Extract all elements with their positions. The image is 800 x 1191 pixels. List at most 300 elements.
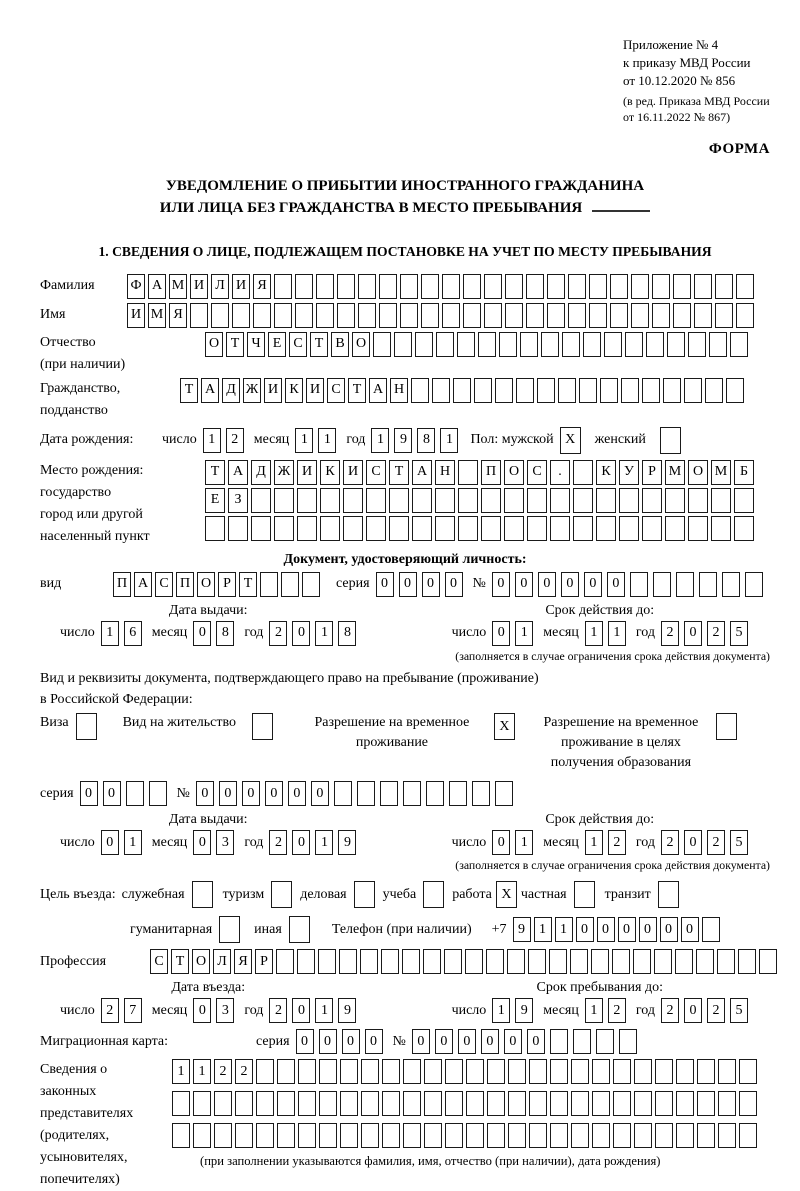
- purpose-private-checkbox-cell[interactable]: [574, 881, 595, 908]
- birth-place-row1-cell[interactable]: [573, 460, 593, 485]
- purpose-other-checkbox-cell[interactable]: [289, 916, 310, 943]
- residence-series-cells[interactable]: [80, 781, 167, 806]
- citizenship-cells-cell[interactable]: А: [201, 378, 219, 403]
- birth-place-row2-cell[interactable]: З: [228, 488, 248, 513]
- visa-checkbox[interactable]: [76, 713, 97, 740]
- citizenship-cells-cell[interactable]: Д: [222, 378, 240, 403]
- surname-cells-cell[interactable]: [652, 274, 670, 299]
- migration-number-cells-cell[interactable]: [573, 1029, 591, 1054]
- surname-cells-cell[interactable]: [736, 274, 754, 299]
- name-cells-cell[interactable]: [589, 303, 607, 328]
- residence-number-cells-cell[interactable]: [403, 781, 421, 806]
- citizenship-cells-cell[interactable]: [537, 378, 555, 403]
- patronymic-cells-cell[interactable]: Ч: [247, 332, 265, 357]
- name-cells-cell[interactable]: [400, 303, 418, 328]
- migration-number-cells-cell[interactable]: 0: [412, 1029, 430, 1054]
- citizenship-cells-cell[interactable]: [495, 378, 513, 403]
- citizenship-cells-cell[interactable]: [642, 378, 660, 403]
- migration-number-cells-cell[interactable]: 0: [527, 1029, 545, 1054]
- residence-series-cells-cell[interactable]: [149, 781, 167, 806]
- citizenship-cells-cell[interactable]: А: [369, 378, 387, 403]
- stay-month[interactable]: [585, 998, 626, 1023]
- purpose-transit-checkbox[interactable]: [658, 881, 679, 908]
- profession-cells-cell[interactable]: [444, 949, 462, 974]
- surname-cells-cell[interactable]: [568, 274, 586, 299]
- birth-place-row2-cell[interactable]: [527, 488, 547, 513]
- doc-type-cells-cell[interactable]: С: [155, 572, 173, 597]
- residence-issue-month[interactable]: [193, 830, 234, 855]
- phone-cells-cell[interactable]: 0: [639, 917, 657, 942]
- residence-number-cells-cell[interactable]: 0: [242, 781, 260, 806]
- name-cells-cell[interactable]: [442, 303, 460, 328]
- birth-place-row2-cell[interactable]: [343, 488, 363, 513]
- profession-cells-cell[interactable]: [381, 949, 399, 974]
- birth-place-row2-cell[interactable]: [550, 488, 570, 513]
- representatives-row2-cell[interactable]: [277, 1091, 295, 1116]
- residence-number-cells-cell[interactable]: [472, 781, 490, 806]
- name-cells-cell[interactable]: [190, 303, 208, 328]
- doc-type-cells-cell[interactable]: П: [176, 572, 194, 597]
- birth-place-row1-cell[interactable]: И: [343, 460, 363, 485]
- birth-place-row2-cell[interactable]: [596, 488, 616, 513]
- birth-place-row3-cell[interactable]: [343, 516, 363, 541]
- phone-cells-cell[interactable]: 1: [555, 917, 573, 942]
- residence-number-cells-cell[interactable]: [449, 781, 467, 806]
- residence-issue-day[interactable]: [101, 830, 142, 855]
- birth-place-row3-cell[interactable]: [734, 516, 754, 541]
- birth-place-row3-cell[interactable]: [251, 516, 271, 541]
- identity-issue-year-cell[interactable]: 0: [292, 621, 310, 646]
- profession-cells-cell[interactable]: [717, 949, 735, 974]
- surname-cells-cell[interactable]: [673, 274, 691, 299]
- migration-series-cells[interactable]: [296, 1029, 383, 1054]
- name-cells-cell[interactable]: [253, 303, 271, 328]
- residence-issue-month-cell[interactable]: 0: [193, 830, 211, 855]
- doc-number-cells-cell[interactable]: [630, 572, 648, 597]
- residence-number-cells-cell[interactable]: 0: [311, 781, 329, 806]
- profession-cells-cell[interactable]: Р: [255, 949, 273, 974]
- residence-number-cells-cell[interactable]: 0: [265, 781, 283, 806]
- profession-cells-cell[interactable]: [759, 949, 777, 974]
- migration-number-cells-cell[interactable]: 0: [458, 1029, 476, 1054]
- name-cells-cell[interactable]: [211, 303, 229, 328]
- residence-issue-year[interactable]: [269, 830, 356, 855]
- representatives-row2-cell[interactable]: [508, 1091, 526, 1116]
- surname-cells-cell[interactable]: [421, 274, 439, 299]
- profession-cells-cell[interactable]: [570, 949, 588, 974]
- patronymic-cells-cell[interactable]: Т: [226, 332, 244, 357]
- name-cells-cell[interactable]: [526, 303, 544, 328]
- representatives-row3-cell[interactable]: [172, 1123, 190, 1148]
- representatives-row3-cell[interactable]: [214, 1123, 232, 1148]
- residence-number-cells-cell[interactable]: [495, 781, 513, 806]
- residence-expiry-month[interactable]: [585, 830, 626, 855]
- stay-year-cell[interactable]: 2: [661, 998, 679, 1023]
- name-cells-cell[interactable]: [337, 303, 355, 328]
- citizenship-cells-cell[interactable]: Н: [390, 378, 408, 403]
- birth-place-row2-cell[interactable]: [688, 488, 708, 513]
- identity-expiry-day-cell[interactable]: 1: [515, 621, 533, 646]
- surname-cells-cell[interactable]: [379, 274, 397, 299]
- representatives-row2-cell[interactable]: [634, 1091, 652, 1116]
- representatives-row2-cell[interactable]: [487, 1091, 505, 1116]
- residence-expiry-year[interactable]: [661, 830, 748, 855]
- representatives-row2-cell[interactable]: [739, 1091, 757, 1116]
- birth-month-cells-cell[interactable]: 1: [295, 428, 313, 453]
- citizenship-cells[interactable]: [180, 378, 744, 403]
- birth-place-row2-cell[interactable]: [320, 488, 340, 513]
- patronymic-cells-cell[interactable]: В: [331, 332, 349, 357]
- representatives-row2-cell[interactable]: [256, 1091, 274, 1116]
- representatives-row1-cell[interactable]: [319, 1059, 337, 1084]
- patronymic-cells[interactable]: [205, 332, 748, 357]
- birth-place-row3-cell[interactable]: [619, 516, 639, 541]
- birth-place-row3-cell[interactable]: [412, 516, 432, 541]
- patronymic-cells-cell[interactable]: [730, 332, 748, 357]
- patronymic-cells-cell[interactable]: [562, 332, 580, 357]
- phone-cells-cell[interactable]: 0: [597, 917, 615, 942]
- doc-type-cells-cell[interactable]: [302, 572, 320, 597]
- identity-expiry-month[interactable]: [585, 621, 626, 646]
- birth-day-cells-cell[interactable]: 1: [203, 428, 221, 453]
- citizenship-cells-cell[interactable]: [579, 378, 597, 403]
- birth-place-row1-cell[interactable]: [458, 460, 478, 485]
- residence-permit-checkbox[interactable]: [252, 713, 273, 740]
- surname-cells-cell[interactable]: [295, 274, 313, 299]
- profession-cells-cell[interactable]: [339, 949, 357, 974]
- birth-place-row1-cell[interactable]: К: [320, 460, 340, 485]
- name-cells-cell[interactable]: [379, 303, 397, 328]
- residence-expiry-month-cell[interactable]: 1: [585, 830, 603, 855]
- representatives-row3-cell[interactable]: [655, 1123, 673, 1148]
- citizenship-cells-cell[interactable]: [474, 378, 492, 403]
- doc-type-cells-cell[interactable]: Т: [239, 572, 257, 597]
- representatives-row3-cell[interactable]: [466, 1123, 484, 1148]
- representatives-row1-cell[interactable]: [445, 1059, 463, 1084]
- profession-cells-cell[interactable]: [402, 949, 420, 974]
- representatives-row2-cell[interactable]: [655, 1091, 673, 1116]
- birth-place-row1-cell[interactable]: Т: [205, 460, 225, 485]
- purpose-other-checkbox[interactable]: [289, 916, 310, 943]
- citizenship-cells-cell[interactable]: [705, 378, 723, 403]
- residence-number-cells[interactable]: [196, 781, 513, 806]
- residence-series-cells-cell[interactable]: [126, 781, 144, 806]
- patronymic-cells-cell[interactable]: Е: [268, 332, 286, 357]
- birth-place-row2-cell[interactable]: [458, 488, 478, 513]
- doc-type-cells-cell[interactable]: О: [197, 572, 215, 597]
- birth-place-row2-cell[interactable]: [665, 488, 685, 513]
- doc-series-cells-cell[interactable]: 0: [376, 572, 394, 597]
- identity-issue-year-cell[interactable]: 1: [315, 621, 333, 646]
- doc-number-cells-cell[interactable]: [722, 572, 740, 597]
- name-cells-cell[interactable]: [295, 303, 313, 328]
- representatives-row2-cell[interactable]: [571, 1091, 589, 1116]
- surname-cells-cell[interactable]: А: [148, 274, 166, 299]
- representatives-row1-cell[interactable]: 1: [193, 1059, 211, 1084]
- residence-expiry-day-cell[interactable]: 0: [492, 830, 510, 855]
- representatives-row1-cell[interactable]: [634, 1059, 652, 1084]
- residence-series-cells-cell[interactable]: 0: [80, 781, 98, 806]
- residence-expiry-year-cell[interactable]: 2: [707, 830, 725, 855]
- residence-number-cells-cell[interactable]: 0: [288, 781, 306, 806]
- patronymic-cells-cell[interactable]: [709, 332, 727, 357]
- profession-cells-cell[interactable]: [696, 949, 714, 974]
- residence-series-cells-cell[interactable]: 0: [103, 781, 121, 806]
- citizenship-cells-cell[interactable]: [621, 378, 639, 403]
- migration-number-cells-cell[interactable]: 0: [504, 1029, 522, 1054]
- representatives-row2-cell[interactable]: [214, 1091, 232, 1116]
- birth-place-row1-cell[interactable]: Д: [251, 460, 271, 485]
- stay-year-cell[interactable]: 2: [707, 998, 725, 1023]
- birth-place-row1-cell[interactable]: Ж: [274, 460, 294, 485]
- patronymic-cells-cell[interactable]: [499, 332, 517, 357]
- residence-expiry-month-cell[interactable]: 2: [608, 830, 626, 855]
- birth-place-row3-cell[interactable]: [389, 516, 409, 541]
- birth-place-row3-cell[interactable]: [320, 516, 340, 541]
- phone-cells-cell[interactable]: 0: [660, 917, 678, 942]
- birth-year-cells-cell[interactable]: 9: [394, 428, 412, 453]
- residence-issue-day-cell[interactable]: 1: [124, 830, 142, 855]
- doc-type-cells-cell[interactable]: [281, 572, 299, 597]
- migration-series-cells-cell[interactable]: 0: [296, 1029, 314, 1054]
- doc-number-cells-cell[interactable]: [653, 572, 671, 597]
- profession-cells-cell[interactable]: [738, 949, 756, 974]
- patronymic-cells-cell[interactable]: [604, 332, 622, 357]
- birth-place-row2-cell[interactable]: [711, 488, 731, 513]
- birth-place-row3-cell[interactable]: [366, 516, 386, 541]
- citizenship-cells-cell[interactable]: К: [285, 378, 303, 403]
- profession-cells-cell[interactable]: [612, 949, 630, 974]
- representatives-row2-cell[interactable]: [403, 1091, 421, 1116]
- entry-day-cell[interactable]: 2: [101, 998, 119, 1023]
- purpose-work-checkbox[interactable]: [496, 881, 517, 908]
- identity-issue-day-cell[interactable]: 1: [101, 621, 119, 646]
- patronymic-cells-cell[interactable]: [373, 332, 391, 357]
- doc-number-cells-cell[interactable]: 0: [515, 572, 533, 597]
- name-cells-cell[interactable]: [736, 303, 754, 328]
- representatives-row2-cell[interactable]: [172, 1091, 190, 1116]
- citizenship-cells-cell[interactable]: [432, 378, 450, 403]
- purpose-business-checkbox-cell[interactable]: [354, 881, 375, 908]
- birth-place-row3-cell[interactable]: [458, 516, 478, 541]
- profession-cells-cell[interactable]: С: [150, 949, 168, 974]
- representatives-row2-cell[interactable]: [298, 1091, 316, 1116]
- representatives-row3-cell[interactable]: [256, 1123, 274, 1148]
- patronymic-cells-cell[interactable]: [436, 332, 454, 357]
- representatives-row3-cell[interactable]: [403, 1123, 421, 1148]
- birth-place-row2-cell[interactable]: [435, 488, 455, 513]
- citizenship-cells-cell[interactable]: [684, 378, 702, 403]
- purpose-tourism-checkbox-cell[interactable]: [271, 881, 292, 908]
- name-cells[interactable]: [127, 303, 754, 328]
- identity-expiry-year[interactable]: [661, 621, 748, 646]
- doc-series-cells-cell[interactable]: 0: [445, 572, 463, 597]
- representatives-row2-cell[interactable]: [235, 1091, 253, 1116]
- entry-year[interactable]: [269, 998, 356, 1023]
- residence-number-cells-cell[interactable]: [380, 781, 398, 806]
- birth-place-row1-cell[interactable]: Р: [642, 460, 662, 485]
- entry-year-cell[interactable]: 0: [292, 998, 310, 1023]
- stay-year-cell[interactable]: 0: [684, 998, 702, 1023]
- migration-number-cells-cell[interactable]: 0: [435, 1029, 453, 1054]
- representatives-row3-cell[interactable]: [382, 1123, 400, 1148]
- representatives-row3-cell[interactable]: [424, 1123, 442, 1148]
- birth-day-cells[interactable]: [203, 428, 244, 453]
- purpose-humanitarian-checkbox-cell[interactable]: [219, 916, 240, 943]
- representatives-row1-cell[interactable]: [487, 1059, 505, 1084]
- name-cells-cell[interactable]: [316, 303, 334, 328]
- residence-expiry-year-cell[interactable]: 2: [661, 830, 679, 855]
- representatives-row2-cell[interactable]: [718, 1091, 736, 1116]
- birth-place-row3-cell[interactable]: [550, 516, 570, 541]
- surname-cells-cell[interactable]: Ф: [127, 274, 145, 299]
- doc-type-cells-cell[interactable]: Р: [218, 572, 236, 597]
- name-cells-cell[interactable]: И: [127, 303, 145, 328]
- patronymic-cells-cell[interactable]: [688, 332, 706, 357]
- purpose-official-checkbox-cell[interactable]: [192, 881, 213, 908]
- representatives-row1-cell[interactable]: 2: [214, 1059, 232, 1084]
- birth-place-row2[interactable]: [205, 488, 754, 513]
- residence-issue-year-cell[interactable]: 2: [269, 830, 287, 855]
- representatives-row1[interactable]: [172, 1059, 757, 1084]
- birth-place-row1-cell[interactable]: А: [412, 460, 432, 485]
- surname-cells-cell[interactable]: [505, 274, 523, 299]
- purpose-official-checkbox[interactable]: [192, 881, 213, 908]
- purpose-work-checkbox-cell[interactable]: X: [496, 881, 517, 908]
- doc-number-cells-cell[interactable]: 0: [561, 572, 579, 597]
- patronymic-cells-cell[interactable]: [457, 332, 475, 357]
- profession-cells-cell[interactable]: [654, 949, 672, 974]
- residence-issue-year-cell[interactable]: 1: [315, 830, 333, 855]
- name-cells-cell[interactable]: [631, 303, 649, 328]
- representatives-row2-cell[interactable]: [319, 1091, 337, 1116]
- representatives-row2-cell[interactable]: [697, 1091, 715, 1116]
- citizenship-cells-cell[interactable]: [411, 378, 429, 403]
- doc-number-cells-cell[interactable]: 0: [538, 572, 556, 597]
- temp-residence-education-checkbox[interactable]: [716, 713, 737, 740]
- birth-place-row1-cell[interactable]: Н: [435, 460, 455, 485]
- representatives-row3-cell[interactable]: [676, 1123, 694, 1148]
- profession-cells-cell[interactable]: [276, 949, 294, 974]
- profession-cells-cell[interactable]: Т: [171, 949, 189, 974]
- purpose-study-checkbox[interactable]: [423, 881, 444, 908]
- representatives-row1-cell[interactable]: [655, 1059, 673, 1084]
- name-cells-cell[interactable]: [568, 303, 586, 328]
- representatives-row2-cell[interactable]: [676, 1091, 694, 1116]
- citizenship-cells-cell[interactable]: С: [327, 378, 345, 403]
- name-cells-cell[interactable]: [358, 303, 376, 328]
- representatives-row1-cell[interactable]: [697, 1059, 715, 1084]
- patronymic-cells-cell[interactable]: [583, 332, 601, 357]
- profession-cells-cell[interactable]: [360, 949, 378, 974]
- citizenship-cells-cell[interactable]: [663, 378, 681, 403]
- birth-place-row3-cell[interactable]: [711, 516, 731, 541]
- purpose-study-checkbox-cell[interactable]: [423, 881, 444, 908]
- representatives-row2-cell[interactable]: [550, 1091, 568, 1116]
- representatives-row2-cell[interactable]: [424, 1091, 442, 1116]
- identity-expiry-year-cell[interactable]: 5: [730, 621, 748, 646]
- profession-cells-cell[interactable]: [318, 949, 336, 974]
- representatives-row3-cell[interactable]: [550, 1123, 568, 1148]
- name-cells-cell[interactable]: [232, 303, 250, 328]
- profession-cells-cell[interactable]: [549, 949, 567, 974]
- surname-cells-cell[interactable]: [610, 274, 628, 299]
- birth-year-cells[interactable]: [371, 428, 458, 453]
- birth-place-row1-cell[interactable]: О: [504, 460, 524, 485]
- birth-place-row3-cell[interactable]: [665, 516, 685, 541]
- birth-place-row2-cell[interactable]: [481, 488, 501, 513]
- residence-number-cells-cell[interactable]: [334, 781, 352, 806]
- representatives-row3-cell[interactable]: [361, 1123, 379, 1148]
- name-cells-cell[interactable]: [715, 303, 733, 328]
- birth-place-row3-cell[interactable]: [205, 516, 225, 541]
- residence-number-cells-cell[interactable]: [426, 781, 444, 806]
- birth-place-row3-cell[interactable]: [573, 516, 593, 541]
- residence-number-cells-cell[interactable]: 0: [196, 781, 214, 806]
- representatives-row3[interactable]: [172, 1123, 757, 1148]
- representatives-row2-cell[interactable]: [613, 1091, 631, 1116]
- birth-place-row2-cell[interactable]: [274, 488, 294, 513]
- birth-place-row2-cell[interactable]: Е: [205, 488, 225, 513]
- representatives-row2-cell[interactable]: [445, 1091, 463, 1116]
- patronymic-cells-cell[interactable]: [667, 332, 685, 357]
- name-cells-cell[interactable]: [484, 303, 502, 328]
- representatives-row1-cell[interactable]: [739, 1059, 757, 1084]
- birth-place-row2-cell[interactable]: [366, 488, 386, 513]
- birth-place-row2-cell[interactable]: [734, 488, 754, 513]
- birth-place-row1-cell[interactable]: Б: [734, 460, 754, 485]
- entry-day[interactable]: [101, 998, 142, 1023]
- identity-issue-month-cell[interactable]: 8: [216, 621, 234, 646]
- surname-cells-cell[interactable]: [400, 274, 418, 299]
- identity-expiry-month-cell[interactable]: 1: [608, 621, 626, 646]
- profession-cells-cell[interactable]: О: [192, 949, 210, 974]
- identity-issue-day[interactable]: [101, 621, 142, 646]
- purpose-business-checkbox[interactable]: [354, 881, 375, 908]
- citizenship-cells-cell[interactable]: [516, 378, 534, 403]
- representatives-row3-cell[interactable]: [613, 1123, 631, 1148]
- patronymic-cells-cell[interactable]: [478, 332, 496, 357]
- surname-cells-cell[interactable]: И: [190, 274, 208, 299]
- identity-issue-month-cell[interactable]: 0: [193, 621, 211, 646]
- identity-expiry-year-cell[interactable]: 2: [707, 621, 725, 646]
- profession-cells-cell[interactable]: [297, 949, 315, 974]
- phone-cells-cell[interactable]: [702, 917, 720, 942]
- patronymic-cells-cell[interactable]: О: [205, 332, 223, 357]
- doc-number-cells-cell[interactable]: 0: [607, 572, 625, 597]
- phone-cells-cell[interactable]: 1: [534, 917, 552, 942]
- migration-series-cells-cell[interactable]: 0: [319, 1029, 337, 1054]
- purpose-tourism-checkbox[interactable]: [271, 881, 292, 908]
- name-cells-cell[interactable]: [673, 303, 691, 328]
- stay-day[interactable]: [492, 998, 533, 1023]
- name-cells-cell[interactable]: [652, 303, 670, 328]
- representatives-row1-cell[interactable]: 1: [172, 1059, 190, 1084]
- surname-cells-cell[interactable]: [442, 274, 460, 299]
- name-cells-cell[interactable]: [610, 303, 628, 328]
- birth-place-row3-cell[interactable]: [527, 516, 547, 541]
- residence-expiry-year-cell[interactable]: 0: [684, 830, 702, 855]
- surname-cells-cell[interactable]: [358, 274, 376, 299]
- surname-cells-cell[interactable]: И: [232, 274, 250, 299]
- doc-number-cells-cell[interactable]: [676, 572, 694, 597]
- representatives-row1-cell[interactable]: [613, 1059, 631, 1084]
- identity-issue-year[interactable]: [269, 621, 356, 646]
- phone-cells-cell[interactable]: 9: [513, 917, 531, 942]
- representatives-row1-cell[interactable]: [529, 1059, 547, 1084]
- residence-issue-month-cell[interactable]: 3: [216, 830, 234, 855]
- birth-place-row2-cell[interactable]: [573, 488, 593, 513]
